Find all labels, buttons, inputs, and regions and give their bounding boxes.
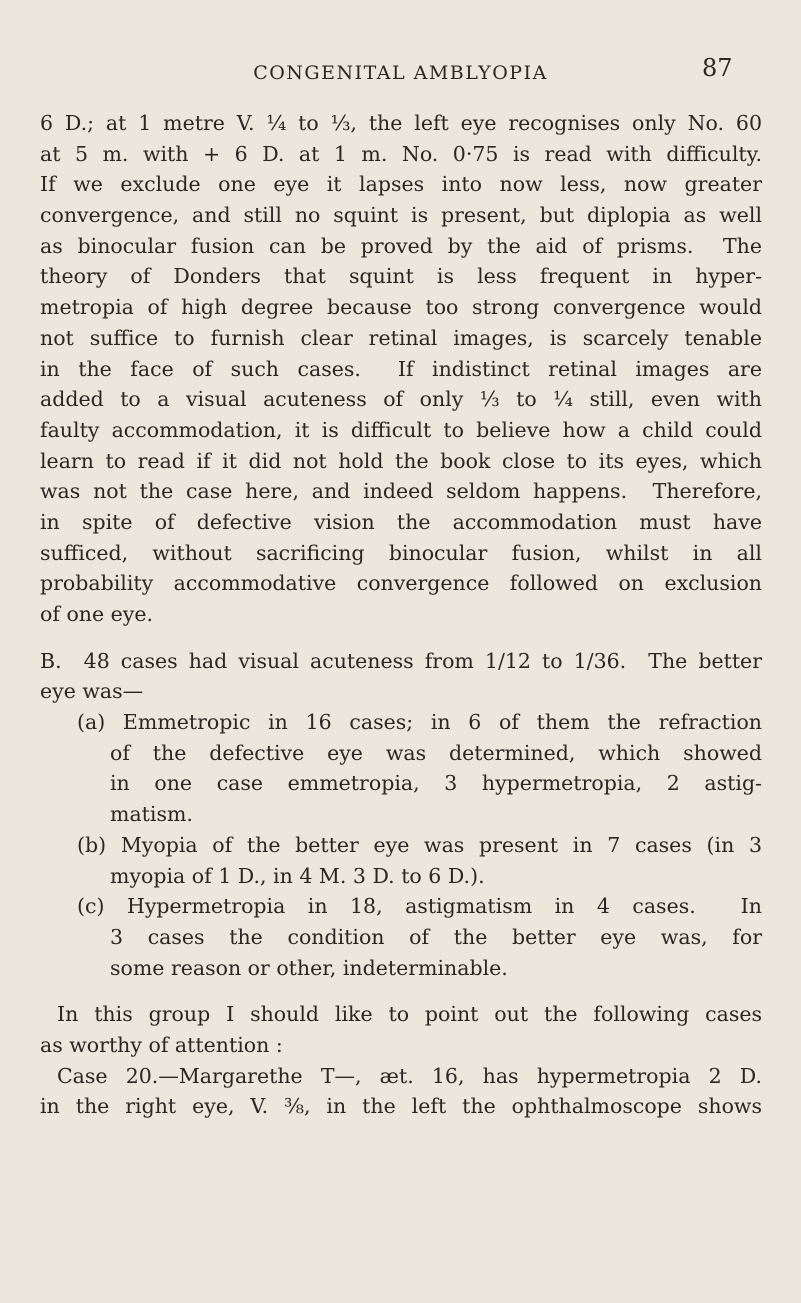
text-line: theory of Donders that squint is less frequent in hyper- [40, 264, 762, 289]
list-marker: (c) [77, 894, 105, 919]
text-line: as binocular fusion can be proved by the aid of prisms. The [40, 233, 762, 258]
list-text: Hypermetropia in 18, astigmatism in 4 cases. In [126, 894, 762, 919]
text-line: 6 D.; at 1 metre V. ¼ to ⅓, the left eye recognises only No. 60 [40, 111, 762, 135]
text-line: convergence, and still no squint is present, but diplopia as well [40, 203, 762, 228]
text-line: not suffice to furnish clear retinal images, is scarcely tenable [40, 325, 762, 350]
refraction-list [40, 707, 762, 983]
paragraph-2 [40, 646, 762, 707]
list-marker: (b) [77, 832, 107, 857]
list-item-line: of the defective eye was determined, which showed [110, 740, 762, 765]
text-line: learn to read if it did not hold the book close to its eyes, which [40, 448, 762, 473]
body-text [40, 108, 762, 1122]
list-item-line: 3 cases the condition of the better eye was, for [110, 924, 762, 949]
list-item-line: in one case emmetropia, 3 hypermetropia, 2 astig- [110, 771, 762, 796]
running-title: CONGENITAL AMBLYOPIA [253, 62, 548, 84]
list-item-a [40, 707, 762, 830]
text-line: as worthy of attention : [40, 1032, 283, 1057]
text-line: added to a visual acuteness of only ⅓ to ¼ still, even with [40, 387, 762, 412]
list-item-line: some reason or other, indeterminable. [110, 955, 508, 980]
text-line: in the right eye, V. ⅜, in the left the ophthalmoscope shows [40, 1094, 762, 1119]
text-line: In this group I should like to point out the following cases [57, 1002, 762, 1027]
text-line: at 5 m. with + 6 D. at 1 m. No. 0·75 is read with difficulty. [40, 141, 762, 166]
paragraph-gap [40, 983, 762, 999]
list-marker: (a) [77, 710, 106, 735]
text-line: eye was— [40, 679, 144, 704]
text-line: metropia of high degree because too strong convergence would [40, 295, 762, 320]
text-line: B. 48 cases had visual acuteness from 1/12 to 1/36. The better [40, 648, 762, 673]
text-line: faulty accommodation, it is difficult to believe how a child could [40, 417, 762, 442]
text-line: was not the case here, and indeed seldom happens. Therefore, [40, 479, 762, 504]
case-heading-line: Case 20.—Margarethe T—, æt. 16, has hypermetropia 2 D. [57, 1063, 762, 1088]
text-line: sufficed, without sacrificing binocular fusion, whilst in all [40, 540, 762, 565]
text-line: in spite of defective vision the accommodation must have [40, 509, 762, 534]
list-item-c [40, 891, 762, 983]
list-item-line: matism. [110, 802, 193, 827]
text-line: in the face of such cases. If indistinct retinal images are [40, 356, 762, 381]
list-item-line: myopia of 1 D., in 4 M. 3 D. to 6 D.). [110, 863, 485, 888]
paragraph-gap [40, 630, 762, 646]
text-line: of one eye. [40, 602, 154, 626]
list-item-line [40, 891, 762, 922]
paragraph-1 [40, 108, 762, 630]
list-text: Myopia of the better eye was present in 7 cases (in 3 [120, 832, 762, 857]
paragraph-3 [40, 999, 762, 1122]
text-line: If we exclude one eye it lapses into now less, now greater [40, 172, 762, 197]
list-text: Emmetropic in 16 cases; in 6 of them the refraction [122, 710, 762, 735]
page-number: 87 [702, 54, 733, 82]
list-item-line [40, 707, 762, 738]
text-line: probability accommodative convergence followed on exclusion [40, 571, 762, 596]
list-item-line [40, 830, 762, 861]
list-item-b [40, 830, 762, 891]
